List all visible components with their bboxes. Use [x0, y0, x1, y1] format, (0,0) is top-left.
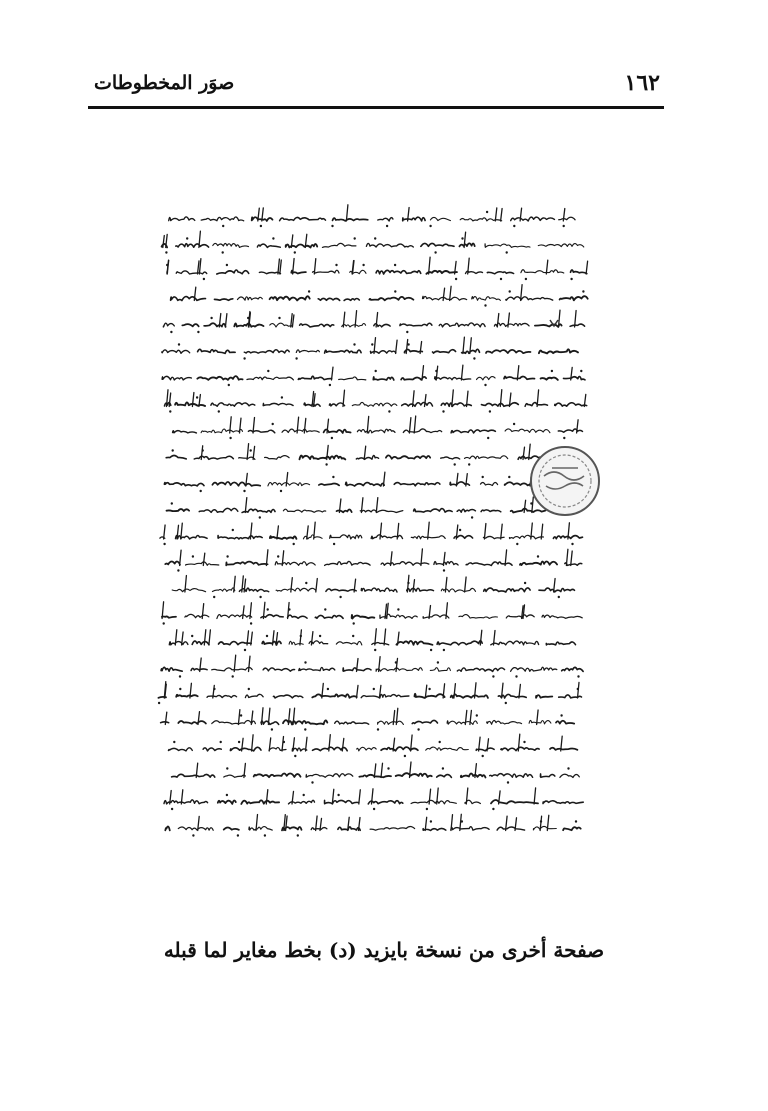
manuscript-line [162, 231, 584, 254]
header-rule [88, 106, 664, 109]
manuscript-line [162, 602, 582, 625]
seal-stamp [531, 447, 599, 515]
manuscript-line [172, 575, 574, 598]
manuscript-line [168, 734, 577, 757]
page-number: ١٦٢ [624, 70, 660, 96]
manuscript-line [165, 390, 587, 413]
manuscript-line [160, 522, 583, 545]
manuscript-image [148, 196, 618, 864]
manuscript-line [166, 257, 588, 280]
manuscript-handwriting [148, 196, 618, 864]
running-head [88, 66, 664, 104]
manuscript-line [164, 788, 583, 810]
manuscript-line [165, 814, 580, 836]
manuscript-line [172, 762, 580, 784]
running-head-title: صوَر المخطوطات [94, 72, 235, 94]
manuscript-line [169, 205, 575, 227]
manuscript-line [158, 682, 582, 705]
manuscript-line [163, 310, 584, 333]
manuscript-line [169, 629, 575, 651]
manuscript-line [161, 708, 575, 731]
manuscript-line [161, 655, 583, 677]
manuscript-line [167, 496, 575, 518]
manuscript-line [162, 337, 578, 360]
manuscript-line [165, 549, 582, 572]
manuscript-line [166, 444, 586, 466]
manuscript-line [173, 416, 583, 439]
manuscript-line [164, 470, 581, 492]
manuscript-line [171, 285, 588, 307]
manuscript-line [162, 365, 585, 386]
figure-caption: صفحة أخرى من نسخة بايزيد (د) بخط مغاير لما قبله [163, 938, 605, 962]
